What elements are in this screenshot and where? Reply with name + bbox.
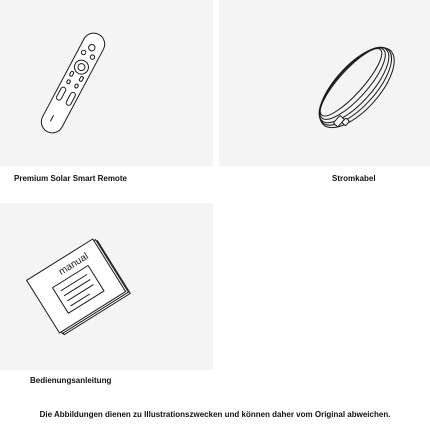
manual-booklet-icon (0, 203, 213, 370)
caption-remote: Premium Solar Smart Remote (14, 174, 127, 183)
remote-control-icon (0, 0, 213, 166)
manual-tile (0, 203, 213, 370)
remote-tile (0, 0, 213, 166)
booklet-label: manual (56, 251, 91, 278)
caption-manual: Bedienungsanleitung (30, 376, 112, 385)
power-cable-icon (219, 0, 430, 166)
disclaimer-text: Die Abbildungen dienen zu Illustrationszwecken und können daher vom Original abweichen. (39, 410, 391, 419)
cable-tile (219, 0, 430, 166)
caption-cable: Stromkabel (332, 174, 376, 183)
